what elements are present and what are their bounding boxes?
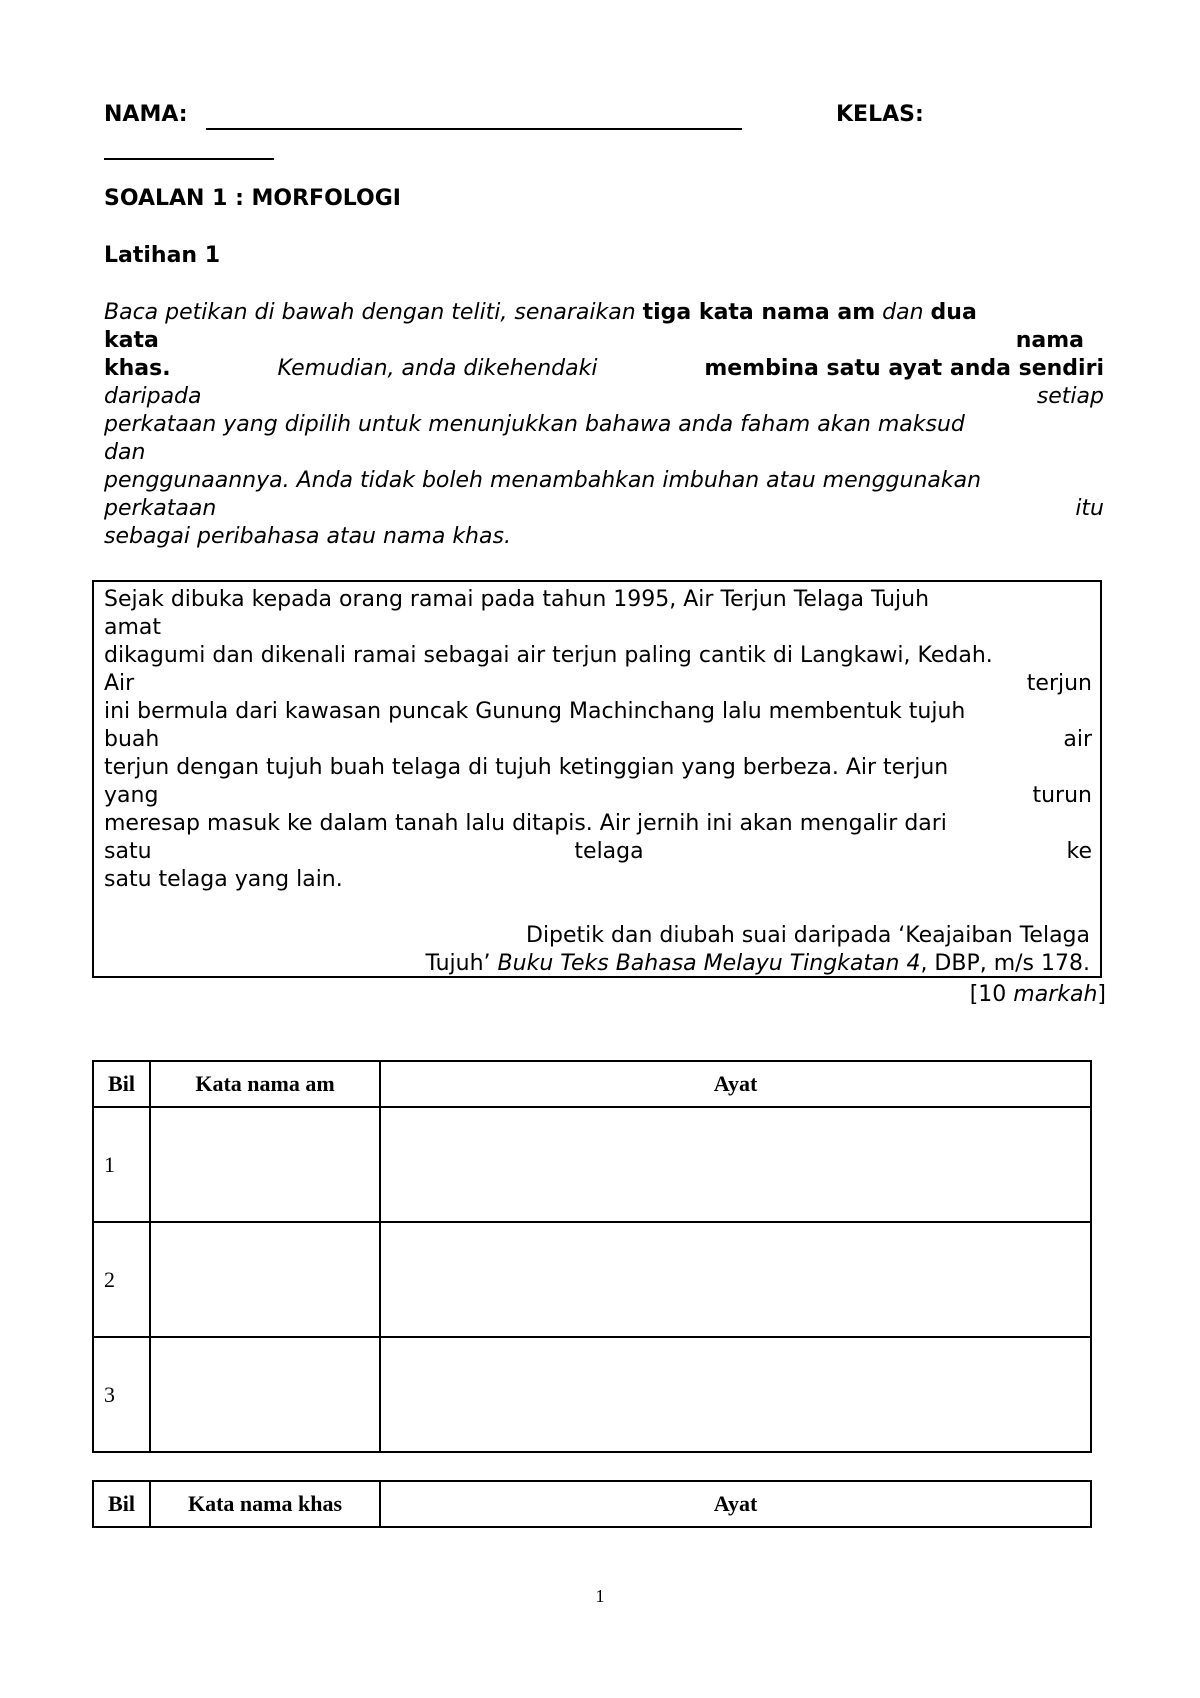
- instruction-line-9: [104, 523, 1104, 551]
- answer-cell-noun[interactable]: [150, 1337, 380, 1452]
- source-text: , DBP, m/s 178.: [920, 951, 1090, 976]
- passage-text: amat: [104, 615, 162, 640]
- answer-cell-noun[interactable]: [150, 1222, 380, 1337]
- passage-line: [104, 642, 1092, 670]
- instruction-text: dan: [875, 300, 931, 325]
- instruction-text: dan: [104, 440, 146, 465]
- passage-text: yang: [104, 783, 159, 808]
- marks-text: [10: [969, 982, 1014, 1007]
- header-kata-nama-am: Kata nama am: [150, 1061, 380, 1107]
- table-row: [93, 1107, 1091, 1222]
- passage-text: terjun dengan tujuh buah telaga di tujuh ketinggian yang berbeza. Air terjun: [104, 755, 949, 780]
- row-number: 2: [93, 1222, 150, 1337]
- instruction-bold: membina satu ayat anda sendiri: [704, 356, 1104, 381]
- passage-text: telaga: [574, 839, 644, 864]
- passage-text: Air: [104, 671, 135, 696]
- passage-text: ini bermula dari kawasan puncak Gunung Machinchang lalu membentuk tujuh: [104, 699, 966, 724]
- instruction-text: Baca petikan di bawah dengan teliti, senaraikan: [104, 300, 643, 325]
- instruction-line-3: [104, 355, 1104, 383]
- table-row: [93, 1222, 1091, 1337]
- marks-text: ]: [1097, 982, 1106, 1007]
- instruction-bold: khas.: [104, 356, 171, 381]
- passage-source-line-1: Dipetik dan diubah suai daripada ‘Keajaiban Telaga: [526, 923, 1090, 948]
- passage-line: [104, 586, 1092, 614]
- table-header-row: [93, 1061, 1091, 1107]
- header-ayat: Ayat: [380, 1061, 1091, 1107]
- instruction-line-2: [104, 327, 1084, 355]
- passage-text: air: [1063, 727, 1092, 752]
- instruction-text: perkataan yang dipilih untuk menunjukkan bahawa anda faham akan maksud: [104, 412, 965, 437]
- passage-line: [104, 838, 1092, 866]
- instruction-bold: nama: [1015, 328, 1084, 353]
- passage-text: dikagumi dan dikenali ramai sebagai air terjun paling cantik di Langkawi, Kedah.: [104, 643, 993, 668]
- header-bil: Bil: [93, 1481, 150, 1527]
- source-book-title: Buku Teks Bahasa Melayu Tingkatan 4: [497, 951, 921, 976]
- instruction-text: daripada: [104, 384, 202, 409]
- header-bil: Bil: [93, 1061, 150, 1107]
- passage-box: [92, 580, 1102, 978]
- passage-line: [104, 726, 1092, 754]
- instruction-text: Kemudian, anda dikehendaki: [277, 356, 598, 381]
- passage-line: [104, 754, 1092, 782]
- name-class-row: [104, 102, 1104, 132]
- instruction-line-6: [104, 439, 1104, 467]
- common-noun-table: [92, 1060, 1092, 1453]
- table-row: [93, 1337, 1091, 1452]
- passage-line: [104, 670, 1092, 698]
- header-kata-nama-khas: Kata nama khas: [150, 1481, 380, 1527]
- row-number: 3: [93, 1337, 150, 1452]
- passage-source-line-2: [426, 950, 1090, 978]
- instruction-bold: tiga kata nama am: [642, 300, 876, 325]
- page-number: 1: [595, 1586, 605, 1606]
- class-label: KELAS:: [836, 102, 924, 127]
- instruction-text: sebagai peribahasa atau nama khas.: [104, 524, 511, 549]
- table-header-row: [93, 1481, 1091, 1527]
- name-blank-line[interactable]: [206, 128, 742, 130]
- passage-text: buah: [104, 727, 160, 752]
- instruction-line-4: [104, 383, 1104, 411]
- instruction-text: perkataan: [104, 496, 217, 521]
- header-ayat: Ayat: [380, 1481, 1091, 1527]
- answer-cell-sentence[interactable]: [380, 1107, 1091, 1222]
- passage-line: [104, 810, 1092, 838]
- passage-text: turun: [1032, 783, 1092, 808]
- passage-text: satu telaga yang lain.: [104, 867, 343, 892]
- passage-line: [104, 698, 1092, 726]
- passage-line: [104, 866, 1092, 894]
- passage-text: satu: [104, 839, 152, 864]
- passage-line: [104, 782, 1092, 810]
- marks-label: [970, 982, 1106, 1007]
- instruction-line-5: [104, 411, 1104, 439]
- instruction-text: setiap: [1036, 384, 1104, 409]
- passage-line: [104, 614, 1092, 642]
- instruction-text: penggunaannya. Anda tidak boleh menambahkan imbuhan atau menggunakan: [104, 468, 982, 493]
- answer-cell-sentence[interactable]: [380, 1222, 1091, 1337]
- exercise-heading: Latihan 1: [104, 243, 221, 268]
- name-label: NAMA:: [104, 102, 188, 127]
- answer-cell-sentence[interactable]: [380, 1337, 1091, 1452]
- row-number: 1: [93, 1107, 150, 1222]
- instruction-bold: dua: [930, 300, 977, 325]
- marks-word: markah: [1013, 982, 1098, 1007]
- question-heading: SOALAN 1 : MORFOLOGI: [104, 186, 401, 211]
- instruction-bold: kata: [104, 328, 159, 353]
- proper-noun-table: [92, 1480, 1092, 1528]
- passage-text: meresap masuk ke dalam tanah lalu ditapis. Air jernih ini akan mengalir dari: [104, 811, 947, 836]
- answer-cell-noun[interactable]: [150, 1107, 380, 1222]
- instruction-line-8: [104, 495, 1104, 523]
- instruction-text: itu: [1075, 496, 1104, 521]
- instruction-line-1: [104, 299, 1104, 327]
- passage-text: ke: [1066, 839, 1092, 864]
- class-blank-line[interactable]: [104, 158, 274, 160]
- instruction-line-7: [104, 467, 1104, 495]
- source-text: Tujuh’: [425, 951, 498, 976]
- passage-text: terjun: [1026, 671, 1092, 696]
- passage-text: Sejak dibuka kepada orang ramai pada tahun 1995, Air Terjun Telaga Tujuh: [104, 587, 930, 612]
